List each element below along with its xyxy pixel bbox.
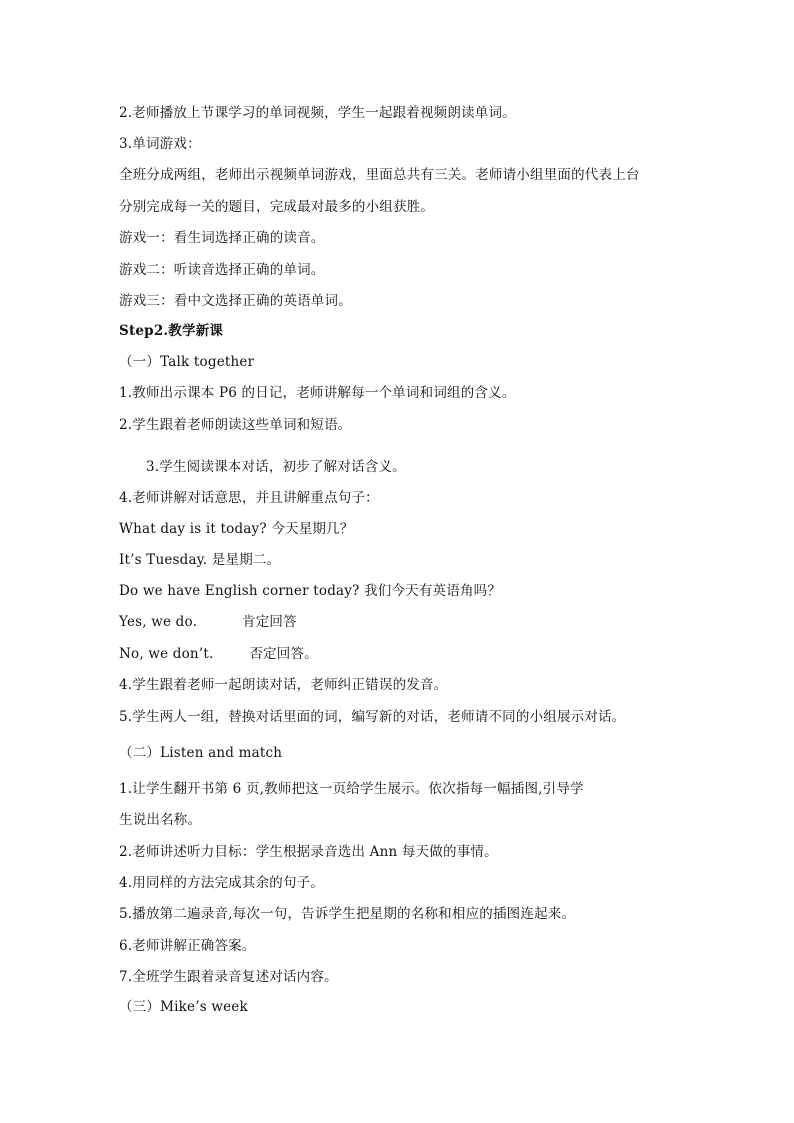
text-line: 全班分成两组，老师出示视频单词游戏，里面总共有三关。老师请小组里面的代表上台 xyxy=(119,167,640,183)
dialogue-line: Do we have English corner today? 我们今天有英语角吗？ xyxy=(119,583,502,599)
dialogue-line: Yes, we do. 肯定回答 xyxy=(119,614,297,630)
dialogue-line: It’s Tuesday. 是星期二。 xyxy=(119,552,281,568)
subsection-heading: （三）Mike’s week xyxy=(119,999,248,1015)
text-line: 3.单词游戏： xyxy=(119,136,201,152)
text-line: 7.全班学生跟着录音复述对话内容。 xyxy=(119,969,338,985)
text-line: 1.教师出示课本 P6 的日记，老师讲解每一个单词和词组的含义。 xyxy=(119,385,516,401)
text-line: 游戏一：看生词选择正确的读音。 xyxy=(119,230,325,246)
text-line: 3.学生阅读课本对话，初步了解对话含义。 xyxy=(146,459,406,475)
text-line: 5.播放第二遍录音,每次一句，告诉学生把星期的名称和相应的插图连起来。 xyxy=(119,906,576,922)
dialogue-line: What day is it today? 今天星期几？ xyxy=(119,521,354,537)
text-line: 4.用同样的方法完成其余的句子。 xyxy=(119,875,325,891)
text-line: 5.学生两人一组，替换对话里面的词，编写新的对话，老师请不同的小组展示对话。 xyxy=(119,709,626,725)
text-line: 4.老师讲解对话意思，并且讲解重点句子： xyxy=(119,490,379,506)
subsection-heading: （一）Talk together xyxy=(119,354,255,370)
text-line: 游戏三：看中文选择正确的英语单词。 xyxy=(119,293,352,309)
section-heading: Step2.教学新课 xyxy=(119,323,224,339)
text-line: 2.老师讲述听力目标：学生根据录音选出 Ann 每天做的事情。 xyxy=(119,844,498,860)
subsection-heading: （二）Listen and match xyxy=(119,745,283,761)
dialogue-line: No, we don’t. 否定回答。 xyxy=(119,646,318,662)
text-line: 2.学生跟着老师朗读这些单词和短语。 xyxy=(119,417,352,433)
text-line: 6.老师讲解正确答案。 xyxy=(119,938,256,954)
text-line: 游戏二：听读音选择正确的单词。 xyxy=(119,262,325,278)
text-line: 分别完成每一关的题目，完成最对最多的小组获胜。 xyxy=(119,199,435,215)
text-line: 生说出名称。 xyxy=(119,812,202,828)
text-line: 1.让学生翻开书第 6 页,教师把这一页给学生展示。依次指每一幅插图,引导学 xyxy=(119,781,584,797)
text-line: 4.学生跟着老师一起朗读对话，老师纠正错误的发音。 xyxy=(119,677,448,693)
text-line: 2.老师播放上节课学习的单词视频，学生一起跟着视频朗读单词。 xyxy=(119,105,516,121)
